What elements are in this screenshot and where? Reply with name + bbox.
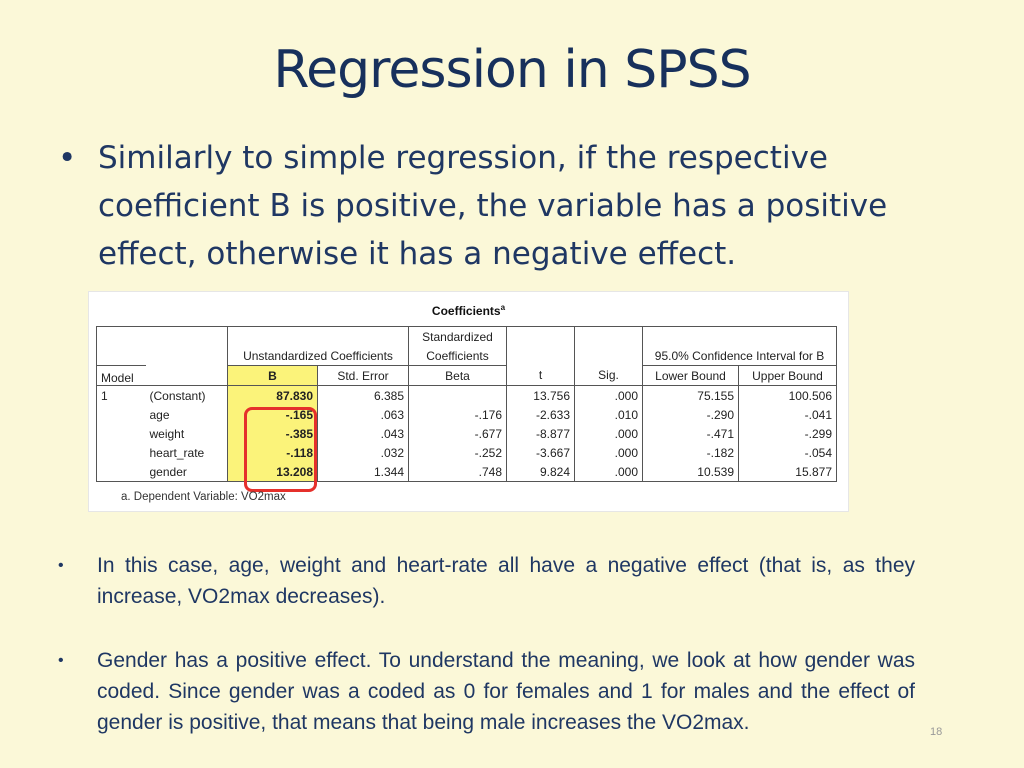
cell-upper: -.041 — [739, 405, 837, 424]
table-row — [97, 462, 837, 482]
cell-sig: .000 — [575, 443, 643, 462]
cell-lower: 75.155 — [643, 386, 739, 406]
cell-t: 13.756 — [507, 386, 575, 406]
table-title-sup: a — [500, 303, 506, 312]
cell-t: 9.824 — [507, 462, 575, 482]
cell-se: .032 — [318, 443, 409, 462]
table-row — [97, 386, 837, 406]
cell-upper: 100.506 — [739, 386, 837, 406]
header-lower-bound: Lower Bound — [643, 366, 739, 386]
cell-upper: -.054 — [739, 443, 837, 462]
cell-upper: -.299 — [739, 424, 837, 443]
table-row — [97, 443, 837, 462]
header-b: B — [228, 366, 318, 386]
cell-se: 1.344 — [318, 462, 409, 482]
sub-bullet-text: Gender has a positive effect. To understand the meaning, we look at how gender was coded. Since gender was a coded as 0 for females and 1 for males and the effect of gender is positive, that means that being male increases the VO2max. — [97, 649, 915, 734]
cell-sig: .000 — [575, 386, 643, 406]
bullet-icon: • — [58, 652, 64, 669]
cell-lower: -.290 — [643, 405, 739, 424]
cell-se: 6.385 — [318, 386, 409, 406]
header-std-line2: Coefficients — [409, 346, 507, 366]
header-std-line1: Standardized — [409, 327, 507, 347]
cell-b: 87.830 — [228, 386, 318, 406]
cell-upper: 15.877 — [739, 462, 837, 482]
bullet-icon: • — [58, 140, 77, 176]
cell-t: -2.633 — [507, 405, 575, 424]
slide-number: 18 — [930, 726, 943, 738]
table-title — [89, 303, 848, 318]
cell-lower: 10.539 — [643, 462, 739, 482]
header-unstandardized: Unstandardized Coefficients — [228, 346, 409, 366]
table-row — [97, 424, 837, 443]
highlight-circle-annotation — [244, 407, 317, 492]
cell-beta: -.176 — [409, 405, 507, 424]
cell-lower: -.471 — [643, 424, 739, 443]
cell-t: -8.877 — [507, 424, 575, 443]
header-upper-bound: Upper Bound — [739, 366, 837, 386]
header-std-error: Std. Error — [318, 366, 409, 386]
cell-lower: -.182 — [643, 443, 739, 462]
cell-sig: .000 — [575, 462, 643, 482]
header-ci: 95.0% Confidence Interval for B — [643, 346, 837, 366]
cell-se: .063 — [318, 405, 409, 424]
main-bullet-text: Similarly to simple regression, if the respective coefficient B is positive, the variable has a positive effect, otherwise it has a negative effect. — [98, 140, 888, 272]
slide-title: Regression in SPSS — [273, 40, 751, 100]
model-number: 1 — [97, 386, 146, 406]
spss-coefficients-screenshot — [88, 291, 849, 512]
cell-b: -.385 — [228, 424, 318, 443]
table-footnote: a. Dependent Variable: VO2max — [121, 491, 286, 503]
row-name: (Constant) — [146, 386, 228, 406]
coefficients-table — [96, 326, 837, 482]
row-name: age — [146, 405, 228, 424]
cell-beta — [409, 386, 507, 406]
row-name: weight — [146, 424, 228, 443]
cell-b: -.165 — [228, 405, 318, 424]
cell-beta: -.252 — [409, 443, 507, 462]
table-row — [97, 405, 837, 424]
header-t: t — [507, 366, 575, 386]
bullet-icon: • — [58, 557, 64, 574]
header-beta: Beta — [409, 366, 507, 386]
cell-se: .043 — [318, 424, 409, 443]
cell-b: -.118 — [228, 443, 318, 462]
cell-b: 13.208 — [228, 462, 318, 482]
cell-sig: .010 — [575, 405, 643, 424]
cell-beta: .748 — [409, 462, 507, 482]
cell-sig: .000 — [575, 424, 643, 443]
cell-beta: -.677 — [409, 424, 507, 443]
sub-bullet-text: In this case, age, weight and heart-rate all have a negative effect (that is, as they increase, VO2max decreases). — [97, 554, 915, 608]
row-name: heart_rate — [146, 443, 228, 462]
header-model: Model — [97, 366, 146, 386]
table-title-text: Coefficients — [431, 304, 501, 318]
cell-t: -3.667 — [507, 443, 575, 462]
row-name: gender — [146, 462, 228, 482]
header-sig: Sig. — [575, 366, 643, 386]
